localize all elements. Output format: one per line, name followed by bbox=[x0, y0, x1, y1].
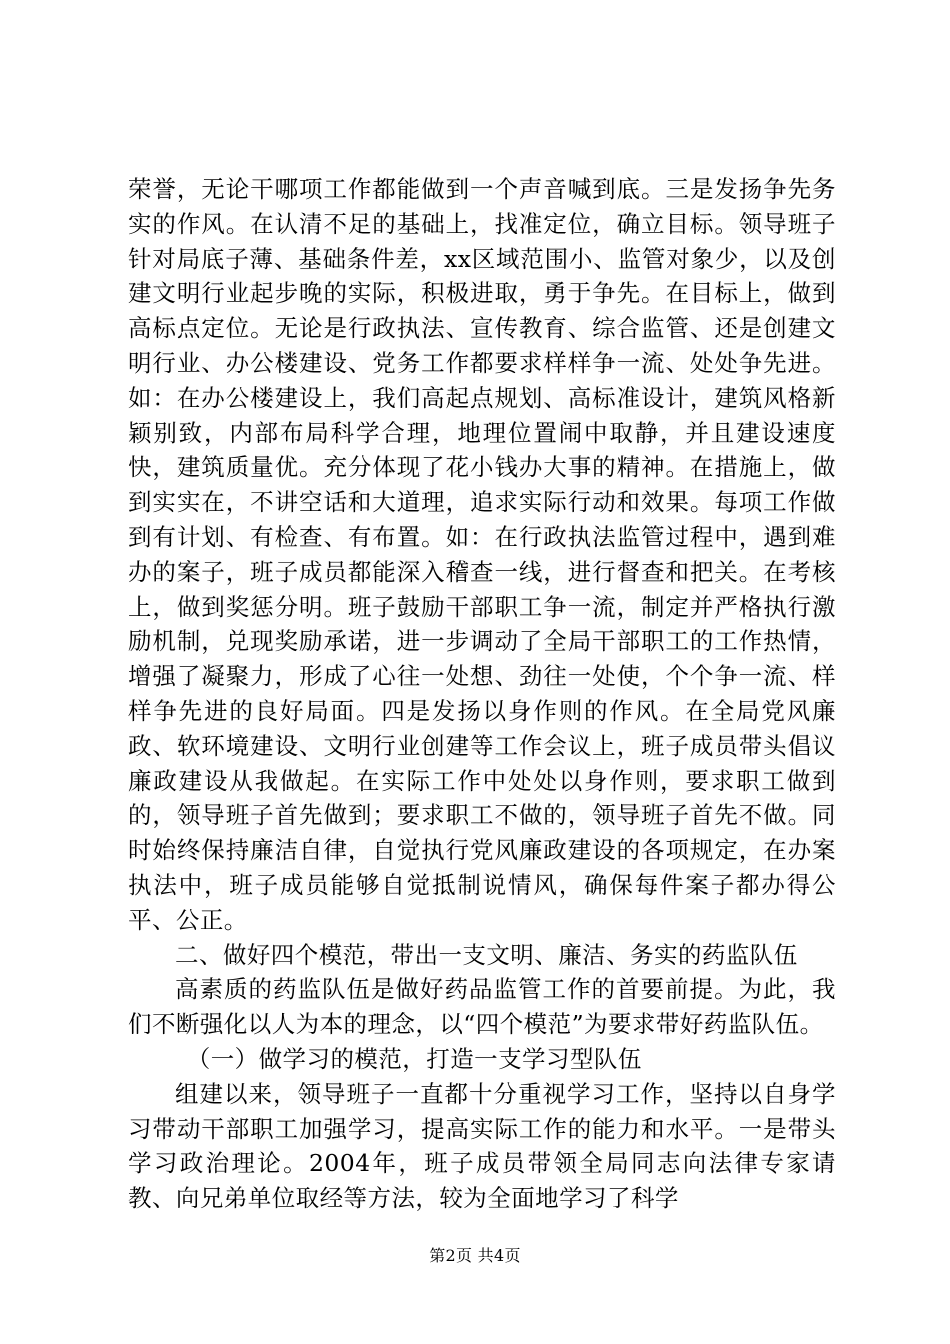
page-footer bbox=[0, 1246, 950, 1266]
document-body bbox=[128, 172, 836, 1216]
page-number: 第2页 共4页 bbox=[429, 1246, 521, 1265]
paragraph-body: 组建以来，领导班子一直都十分重视学习工作，坚持以自身学习带动干部职工加强学习，提高实际工作的能力和水平。一是带头学习政治理论。2004年，班子成员带领全局同志向法律专家请教、向兄弟单位取经等方法，较为全面地学习了科学 bbox=[128, 1079, 836, 1213]
sub-heading: （一）做学习的模范，打造一支学习型队伍 bbox=[186, 1044, 642, 1073]
paragraph-continuation: 荣誉，无论干哪项工作都能做到一个声音喊到底。三是发扬争先务实的作风。在认清不足的基础上，找准定位，确立目标。领导班子针对局底子薄、基础条件差，xx区域范围小、监管对象少，以及创建文明行业起步晚的实际，积极进取，勇于争先。在目标上，做到高标点定位。无论是行政执法、宣传教育、综合监管、还是创建文明行业、办公楼建设、党务工作都要求样样争一流、处处争先进。如：在办公楼建设上，我们高起点规划、高标准设计，建筑风格新颖别致，内部布局科学合理，地理位置闹中取静，并且建设速度快，建筑质量优。充分体现了花小钱办大事的精神。在措施上，做到实实在，不讲空话和大道理，追求实际行动和效果。每项工作做到有计划、有检查、有布置。如：在行政执法监管过程中，遇到难办的案子，班子成员都能深入稽查一线，进行督查和把关。在考核上，做到奖惩分明。班子鼓励干部职工争一流，制定并严格执行激励机制，兑现奖励承诺，进一步调动了全局干部职工的工作热情，增强了凝聚力，形成了心往一处想、劲往一处使，个个争一流、样样争先进的良好局面。四是发扬以身作则的作风。在全局党风廉政、软环境建设、文明行业创建等工作会议上，班子成员带头倡议廉政建设从我做起。在实际工作中处处以身作则，要求职工做到的，领导班子首先做到；要求职工不做的，领导班子首先不做。同时始终保持廉洁自律，自觉执行党风廉政建设的各项规定，在办案执法中，班子成员能够自觉抵制说情风，确保每件案子都办得公平、公正。 bbox=[128, 175, 836, 934]
section-heading: 二、做好四个模范，带出一支文明、廉洁、务实的药监队伍 bbox=[175, 940, 798, 969]
paragraph-body: 高素质的药监队伍是做好药品监管工作的首要前提。为此，我们不断强化以人为本的理念，以“四个模范”为要求带好药监队伍。 bbox=[128, 975, 836, 1039]
